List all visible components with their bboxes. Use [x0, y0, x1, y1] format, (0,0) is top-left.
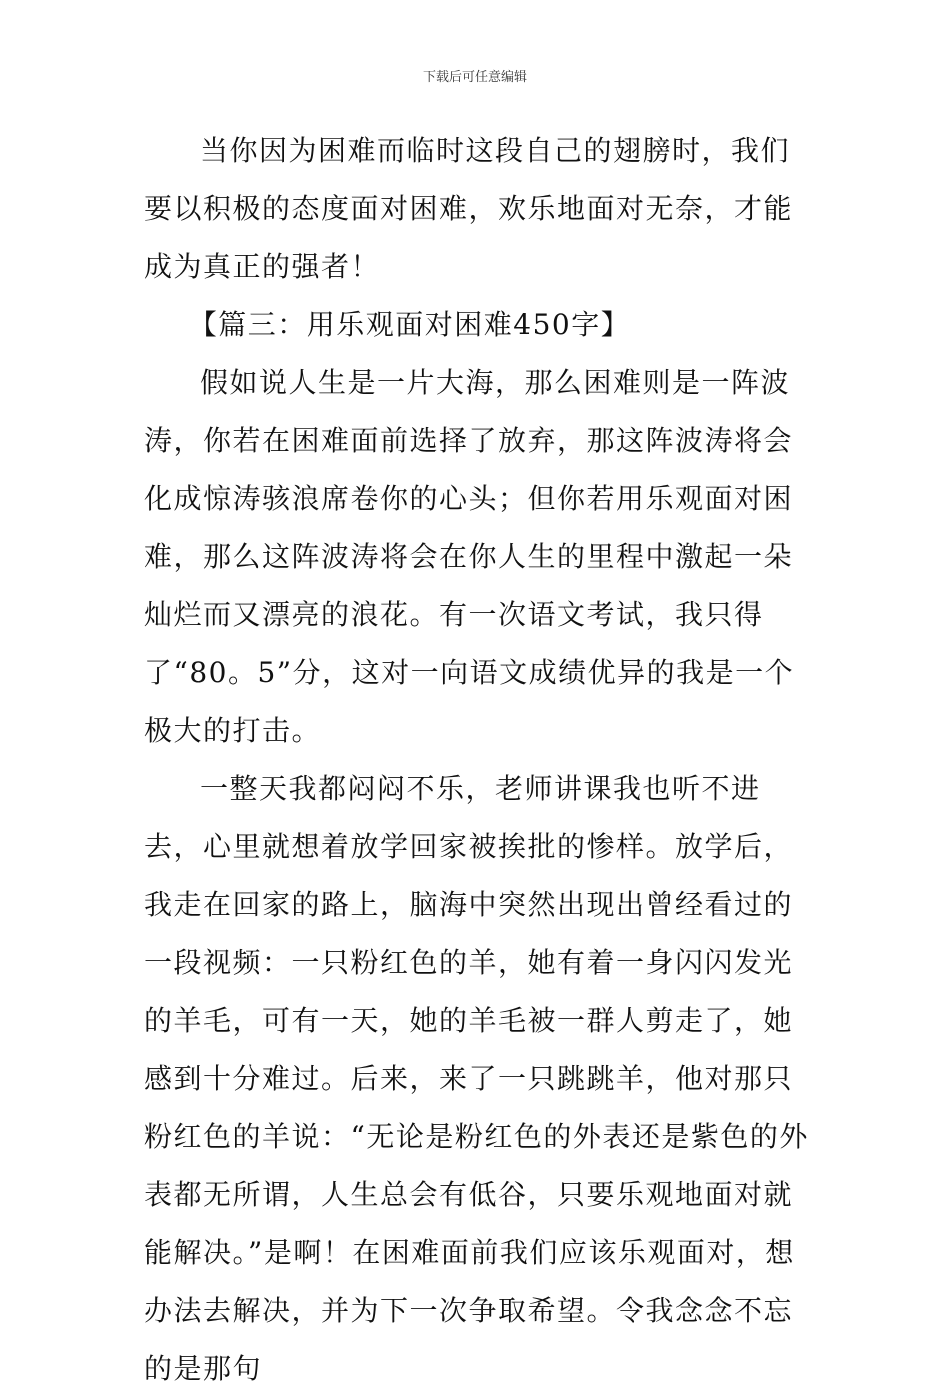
- document-body: [144, 122, 809, 1398]
- paragraph-sea-metaphor: 假如说人生是一片大海，那么困难则是一阵波涛，你若在困难面前选择了放弃，那这阵波涛将会化成惊涛骇浪席卷你的心头；但你若用乐观面对困难，那么这阵波涛将会在你人生的里程中激起一朵灿烂而又漂亮的浪花。有一次语文考试，我只得了“80。5”分，这对一向语文成绩优异的我是一个极大的打击。: [144, 366, 795, 747]
- section-heading: 【篇三：用乐观面对困难450字】: [188, 308, 631, 341]
- page-header: 下载后可任意编辑: [422, 70, 527, 85]
- paragraph-story: 一整天我都闷闷不乐，老师讲课我也听不进去，心里就想着放学回家被挨批的惨样。放学后，我走在回家的路上，脑海中突然出现出曾经看过的一段视频：一只粉红色的羊，她有着一身闪闪发光的羊毛，可有一天，她的羊毛被一群人剪走了，她感到十分难过。后来，来了一只跳跳羊，他对那只粉红色的羊说：“无论是粉红色的外表还是紫色的外表都无所谓，人生总会有低谷，只要乐观地面对就能解决。”是啊！在困难面前我们应该乐观面对，想办法去解决，并为下一次争取希望。令我念念不忘的是那句: [144, 772, 809, 1385]
- paragraph-intro-conclusion: 当你因为困难而临时这段自己的翅膀时，我们要以积极的态度面对困难，欢乐地面对无奈，才能成为真正的强者！: [144, 134, 794, 283]
